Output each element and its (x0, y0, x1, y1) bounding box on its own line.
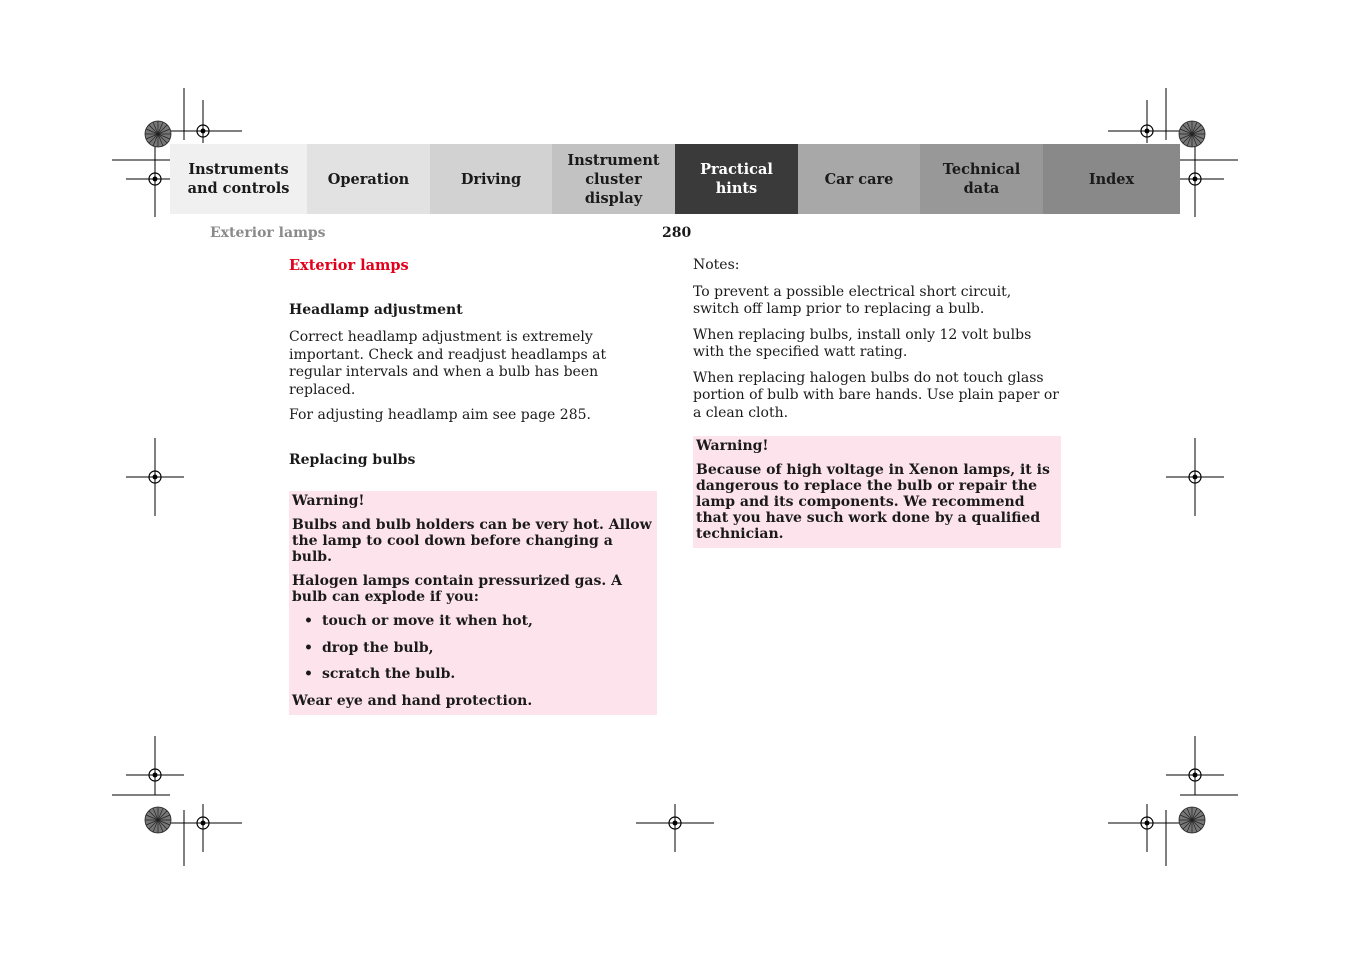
warning-paragraph: Wear eye and hand protection. (292, 692, 533, 709)
bullet-icon: • (304, 666, 313, 682)
tab-practical-hints[interactable]: Practical hints (675, 144, 798, 214)
tab-instrument-cluster-display[interactable]: Instrument cluster display (552, 144, 675, 214)
note-paragraph: When replacing bulbs, install only 12 volt bulbs with the specified watt rating. (693, 326, 1032, 360)
right-column (693, 257, 1061, 548)
warning-title: Warning! (292, 493, 365, 509)
replacing-bulbs-heading: Replacing bulbs (289, 451, 416, 468)
chapter-nav (170, 144, 1180, 214)
tab-instruments-and-controls[interactable]: Instruments and controls (170, 144, 307, 214)
page-title: Exterior lamps (289, 257, 409, 274)
notes-label: Notes: (693, 257, 740, 273)
headlamp-paragraph-2: For adjusting headlamp aim see page 285. (289, 407, 591, 423)
page-number: 280 (662, 225, 692, 241)
warning-title: Warning! (696, 438, 769, 454)
warning-paragraph: Bulbs and bulb holders can be very hot. Allow the lamp to cool down before changing a bulb. (292, 517, 652, 565)
note-paragraph: When replacing halogen bulbs do not touch glass portion of bulb with bare hands. Use plain paper or a clean cloth. (693, 369, 1059, 421)
headlamp-adjustment-heading: Headlamp adjustment (289, 301, 463, 318)
list-item: • scratch the bulb. (304, 666, 456, 682)
bullet-icon: • (304, 613, 313, 629)
list-item: • drop the bulb, (304, 639, 434, 656)
left-column (289, 257, 657, 715)
warning-box-xenon (693, 436, 1061, 548)
tab-driving[interactable]: Driving (430, 144, 552, 214)
bullet-icon: • (304, 639, 313, 656)
tab-index[interactable]: Index (1043, 144, 1180, 214)
warning-bullet-list (292, 613, 653, 682)
warning-paragraph: Halogen lamps contain pressurized gas. A bulb can explode if you: (292, 573, 622, 605)
tab-technical-data[interactable]: Technical data (920, 144, 1043, 214)
list-item: • touch or move it when hot, (304, 613, 533, 629)
warning-paragraph: Because of high voltage in Xenon lamps, it is dangerous to replace the bulb or repair the lamp and its components. We recommend that you have such work done by a qualified technician. (696, 462, 1050, 542)
note-paragraph: To prevent a possible electrical short circuit, switch off lamp prior to replacing a bulb. (693, 283, 1012, 317)
warning-box-hot-bulbs (289, 491, 657, 715)
tab-operation[interactable]: Operation (307, 144, 430, 214)
section-label: Exterior lamps (210, 225, 326, 241)
tab-car-care[interactable]: Car care (798, 144, 920, 214)
headlamp-paragraph-1: Correct headlamp adjustment is extremely important. Check and readjust headlamps at regular intervals and when a bulb has been replaced. (289, 329, 607, 398)
